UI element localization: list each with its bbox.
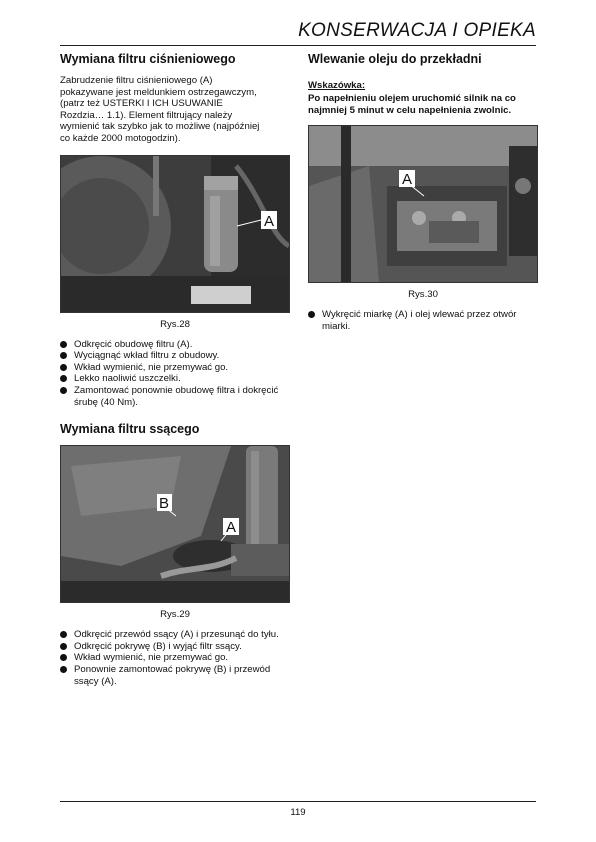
figure-30-illustration <box>309 126 537 282</box>
note-label: Wskazówka: <box>308 80 366 91</box>
suction-filter-steps <box>60 629 290 687</box>
figure-28-label-a: A <box>264 212 275 230</box>
figure-28-illustration <box>61 156 289 312</box>
list-item: Odkręcić przewód ssący (A) i przesunąć do tyłu. <box>60 629 290 641</box>
section-heading-suction-filter: Wymiana filtru ssącego <box>60 422 200 437</box>
list-item: Wykręcić miarkę (A) i olej wlewać przez otwór miarki. <box>308 309 538 332</box>
note-text <box>308 93 538 116</box>
intro-line: Zabrudzenie filtru ciśnieniowego (A) <box>60 75 213 86</box>
list-item: Lekko naoliwić uszczelki. <box>60 373 290 385</box>
right-column <box>308 52 538 332</box>
figure-30-label-a: A <box>402 171 413 189</box>
note-line: najmniej 5 minut w celu napełnienia zwolnic. <box>308 104 512 116</box>
figure-29-photo <box>60 445 290 603</box>
intro-line: Rozdzia… 1.1). Element filtrujący należy <box>60 109 233 121</box>
figure-29-illustration <box>61 446 289 602</box>
intro-line: pokazywane jest meldunkiem ostrzegawczym, <box>60 86 257 98</box>
intro-line: wymienić tak szybko jak to możliwe (najpóźniej <box>60 121 260 133</box>
left-column <box>60 52 290 687</box>
figure-29-label-b: B <box>159 495 170 513</box>
intro-line: (patrz też USTERKI I ICH USUWANIE <box>60 98 223 110</box>
list-item: Ponownie zamontować pokrywę (B) i przewód ssący (A). <box>60 664 290 687</box>
footer-rule <box>60 801 536 802</box>
list-item: Wyciągnąć wkład filtru z obudowy. <box>60 350 290 362</box>
figure-29-caption: Rys.29 <box>160 609 190 621</box>
figure-28-caption: Rys.28 <box>160 318 190 330</box>
note-line: Po napełnieniu olejem uruchomić silnik na co <box>308 93 516 104</box>
list-item: Odkręcić obudowę filtru (A). <box>60 339 290 351</box>
pressure-filter-steps <box>60 339 290 409</box>
figure-30-photo <box>308 125 538 283</box>
list-item: Wkład wymienić, nie przemywać go. <box>60 362 290 374</box>
section-heading-pressure-filter: Wymiana filtru ciśnieniowego <box>60 52 236 66</box>
list-item: Zamontować ponownie obudowę filtra i dokręcić śrubę (40 Nm). <box>60 385 290 408</box>
pressure-filter-intro <box>60 75 290 145</box>
list-item: Wkład wymienić, nie przemywać go. <box>60 652 290 664</box>
page-header-title: KONSERWACJA I OPIEKA <box>298 20 536 41</box>
figure-30-caption: Rys.30 <box>408 289 438 301</box>
list-item: Odkręcić pokrywę (B) i wyjąć filtr ssący. <box>60 641 290 653</box>
intro-line: co każde 2000 motogodzin). <box>60 132 181 144</box>
page-number: 119 <box>290 807 306 818</box>
gear-oil-steps <box>308 309 538 332</box>
figure-28-photo <box>60 155 290 313</box>
section-heading-gear-oil: Wlewanie oleju do przekładni <box>308 52 482 66</box>
figure-29-label-a: A <box>226 519 237 537</box>
suction-filter-section <box>60 422 290 687</box>
header-rule <box>60 45 536 46</box>
